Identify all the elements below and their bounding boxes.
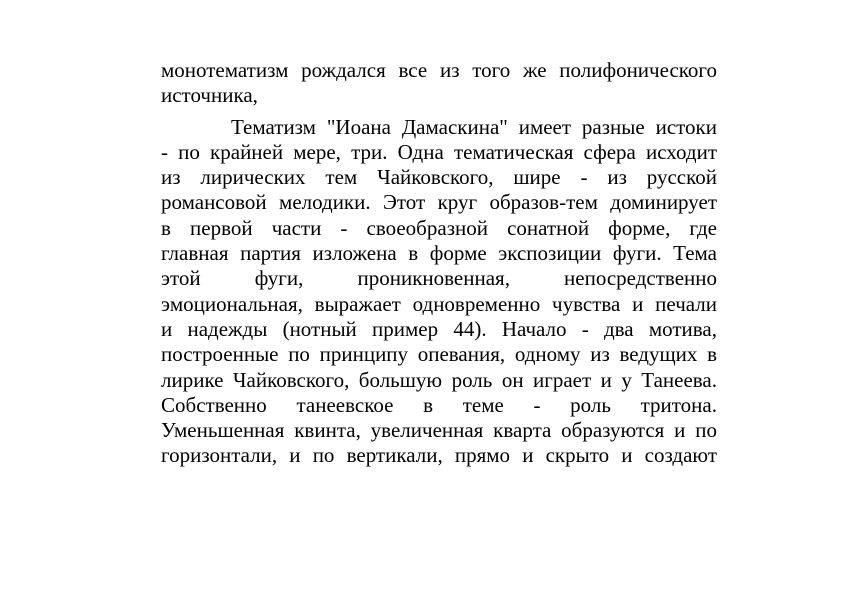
text-line: романсовой мелодики. Этот круг образов-тем доминирует [161, 190, 717, 215]
text-line: Уменьшенная квинта, увеличенная кварта образуются и по [161, 418, 717, 443]
text-body [161, 58, 717, 469]
text-line: эмоциональная, выражает одновременно чувства и печали [161, 291, 717, 316]
text-line: построенные по принципу опевания, одному из ведущих в [161, 342, 717, 367]
text-line: горизонтали, и по вертикали, прямо и скрыто и создают [161, 443, 717, 468]
text-line: этой фуги, проникновенная, непосредственно [161, 266, 717, 291]
text-line: Тематизм "Иоана Дамаскина" имеет разные истоки [231, 114, 717, 139]
text-line: из лирических тем Чайковского, шире - из русской [161, 165, 717, 190]
text-line: и надежды (нотный пример 44). Начало - два мотива, [161, 316, 717, 341]
text-line: лирике Чайковского, большую роль он играет и у Танеева. [161, 367, 717, 392]
paragraph-1 [161, 58, 717, 109]
text-line: в первой части - своеобразной сонатной форме, где [161, 215, 717, 240]
text-line: главная партия изложена в форме экспозиции фуги. Тема [161, 241, 717, 266]
paragraph-2 [161, 115, 717, 469]
text-line: Собственно танеевское в теме - роль тритона. [161, 392, 717, 417]
text-line: - по крайней мере, три. Одна тематическая сфера исходит [161, 139, 717, 164]
text-line: монотематизм рождался все из того же полифонического [161, 58, 717, 82]
text-line: источника, [161, 83, 258, 108]
